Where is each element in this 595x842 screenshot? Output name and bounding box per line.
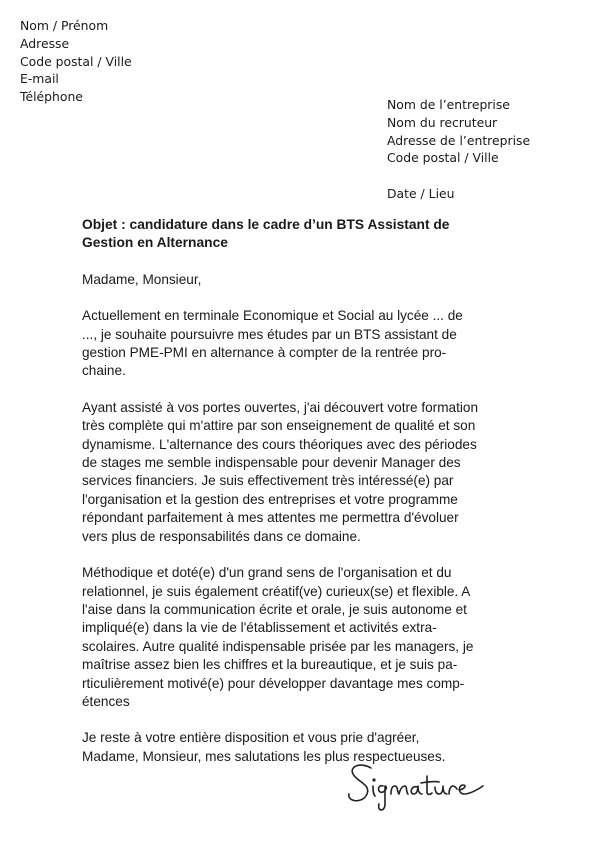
- paragraph-line: de stages me semble indispensable pour devenir Manager des: [82, 455, 461, 471]
- recipient-postcode-city: Code postal / Ville: [387, 150, 499, 166]
- paragraph-line: répondant parfaitement à mes attentes me permettra d'évoluer: [82, 510, 459, 526]
- recipient-company: Nom de l’entreprise: [387, 97, 510, 112]
- paragraph-line: rticulièrement motivé(e) pour développer davantage mes comp-: [82, 675, 465, 691]
- recipient-address: Adresse de l’entreprise: [387, 132, 531, 148]
- paragraph-line: Actuellement en terminale Economique et Social au lycée ... de: [82, 308, 463, 324]
- sender-email: E-mail: [20, 71, 59, 87]
- paragraph-3: [82, 564, 497, 711]
- paragraph-line: vers plus de responsabilités dans ce domaine.: [82, 528, 361, 544]
- sender-postcode-city: Code postal / Ville: [20, 53, 132, 69]
- paragraph-line: impliqué(e) dans la vie de l'établissement et activités extra-: [82, 620, 437, 636]
- date-place: Date / Lieu: [387, 186, 455, 201]
- paragraph-2: [82, 399, 497, 546]
- paragraph-line: Madame, Monsieur, mes salutations les plus respectueuses.: [82, 748, 446, 764]
- signature-scribble: [343, 756, 493, 816]
- letter-body: [82, 216, 497, 784]
- paragraph-line: maîtrise assez bien les chiffres et la bureautique, et je suis pa-: [82, 657, 458, 673]
- paragraph-line: chaine.: [82, 363, 126, 379]
- paragraph-line: Méthodique et doté(e) d'un grand sens de l'organisation et du: [82, 565, 452, 581]
- recipient-address-block: [387, 96, 530, 167]
- paragraph-line: Ayant assisté à vos portes ouvertes, j'ai découvert votre formation: [82, 399, 479, 415]
- paragraph-line: dynamisme. L'alternance des cours théoriques avec des périodes: [82, 436, 477, 452]
- paragraph-line: l'organisation et la gestion des entreprises et votre programme: [82, 491, 458, 507]
- subject-line: [82, 216, 497, 253]
- paragraph-line: étences: [82, 693, 130, 709]
- paragraph-line: l'aise dans la communication écrite et orale, je suis autonome et: [82, 601, 467, 617]
- sender-phone: Téléphone: [20, 89, 83, 105]
- recipient-recruiter: Nom du recruteur: [387, 114, 498, 130]
- paragraph-line: très complète qui m'attire par son enseignement de qualité et son: [82, 418, 476, 434]
- signature-image: [343, 756, 493, 816]
- paragraph-line: ..., je souhaite poursuivre mes études par un BTS assistant de: [82, 326, 457, 342]
- paragraph-1: [82, 307, 497, 381]
- paragraph-line: gestion PME-PMI en alternance à compter de la rentrée pro-: [82, 345, 447, 361]
- subject-line-1: Objet : candidature dans le cadre d’un BTS Assistant de: [82, 217, 450, 232]
- subject-line-2: Gestion en Alternance: [82, 235, 228, 251]
- paragraph-line: relationnel, je suis également créatif(ve) curieux(se) et flexible. A: [82, 583, 471, 599]
- sender-name: Nom / Prénom: [20, 18, 109, 33]
- paragraph-line: services financiers. Je suis effectivement très intéressé(e) par: [82, 473, 454, 489]
- paragraph-line: Je reste à votre entière disposition et vous prie d'agréer,: [82, 730, 420, 746]
- paragraph-line: scolaires. Autre qualité indispensable prisée par les managers, je: [82, 638, 474, 654]
- sender-address-block: [20, 17, 132, 106]
- salutation: Madame, Monsieur,: [82, 271, 202, 287]
- sender-address: Adresse: [20, 35, 70, 51]
